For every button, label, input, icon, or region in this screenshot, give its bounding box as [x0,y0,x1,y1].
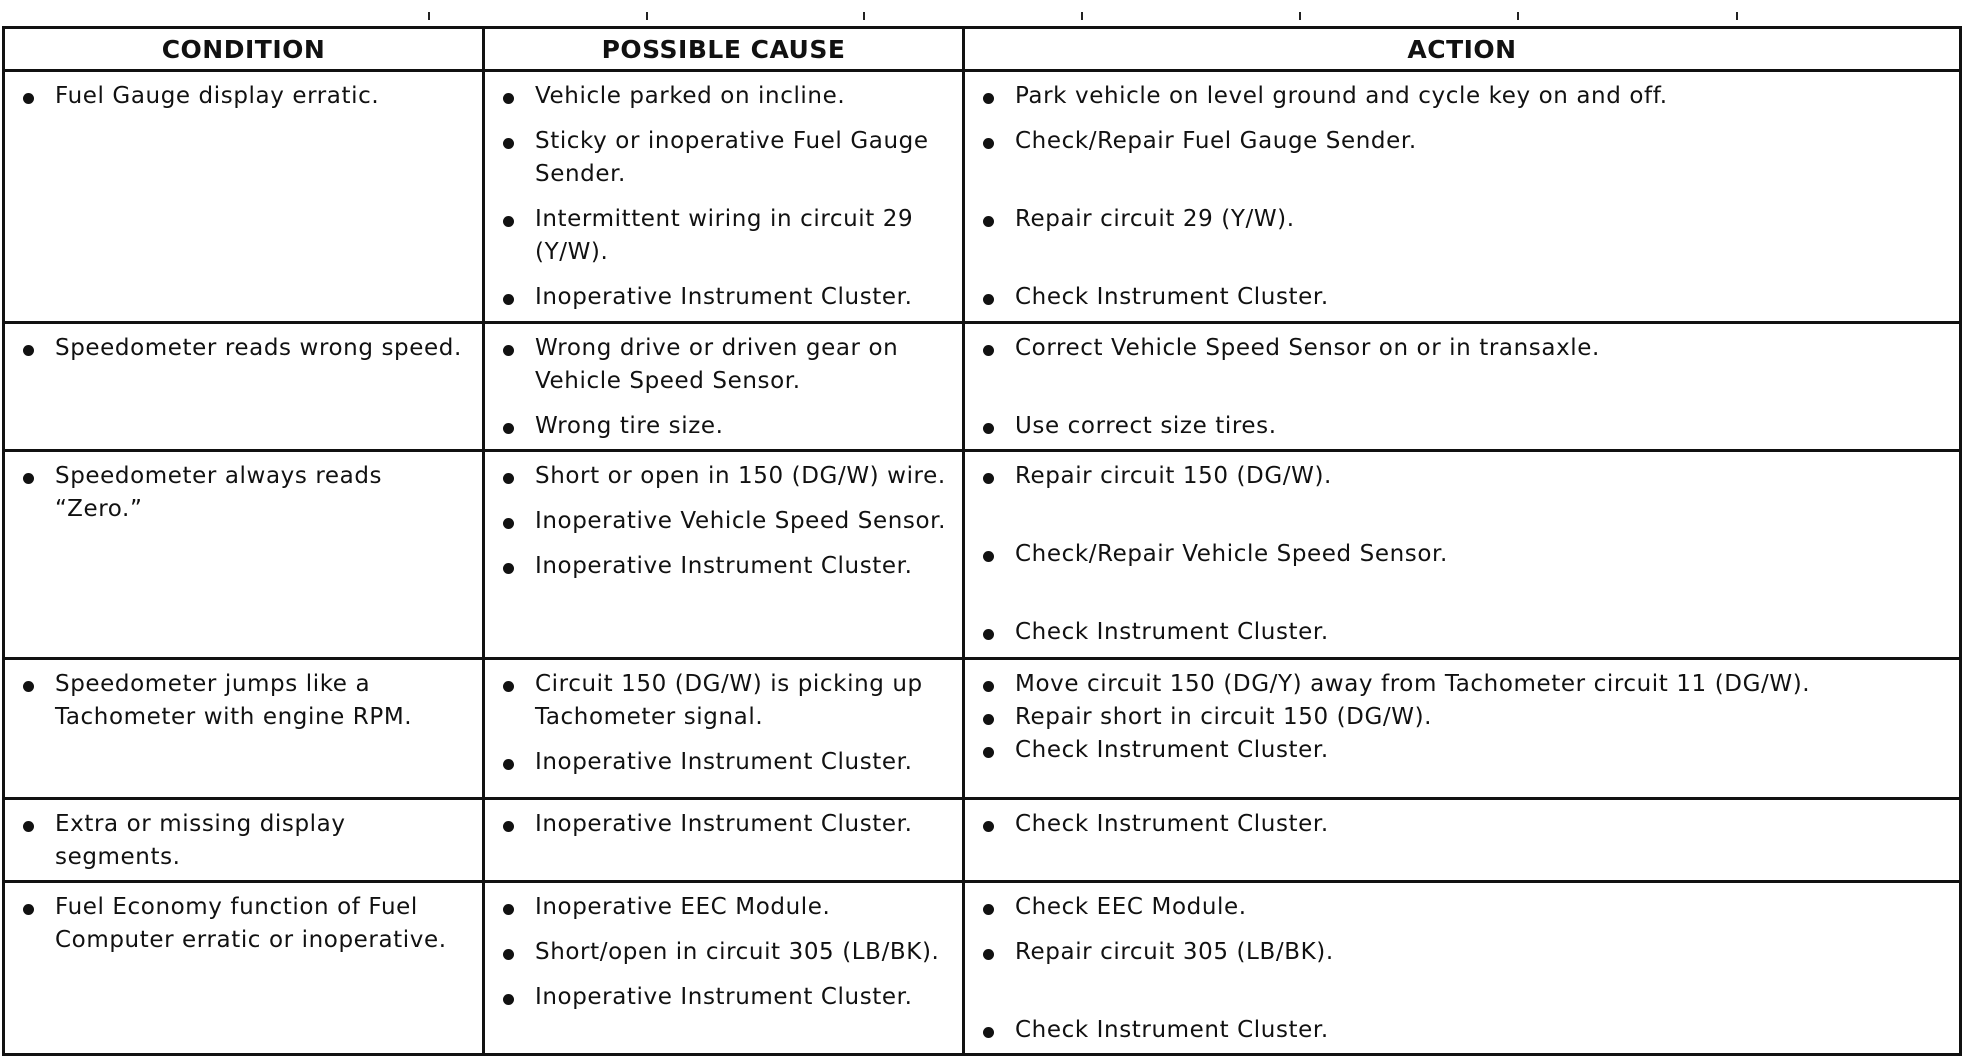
action-item: Check Instrument Cluster. [975,281,1953,314]
cause-item: Inoperative Instrument Cluster. [495,746,956,779]
action-item: Check EEC Module. [975,891,1953,924]
cause-item: Short/open in circuit 305 (LB/BK). [495,936,956,969]
action-item: Check Instrument Cluster. [975,1014,1953,1047]
cause-cell [484,799,964,882]
table-row [4,71,1961,323]
top-tick-marks [0,0,1966,22]
action-item: Repair short in circuit 150 (DG/W). [975,701,1953,734]
cause-item: Wrong tire size. [495,410,956,443]
action-item: Correct Vehicle Speed Sensor on or in transaxle. [975,332,1953,365]
action-cell [964,882,1961,1055]
action-item: Check Instrument Cluster. [975,616,1953,649]
tick-mark [428,12,430,20]
cause-cell [484,882,964,1055]
action-item: Repair circuit 29 (Y/W). [975,203,1953,236]
cause-item: Inoperative EEC Module. [495,891,956,924]
condition-cell [4,323,484,451]
action-cell [964,799,1961,882]
condition-cell [4,882,484,1055]
cause-item: Short or open in 150 (DG/W) wire. [495,460,956,493]
condition-text: Fuel Economy function of Fuel Computer erratic or inoperative. [15,891,476,957]
tick-mark [1517,12,1519,20]
cause-item: Sticky or inoperative Fuel Gauge Sender. [495,125,956,191]
cause-item: Circuit 150 (DG/W) is picking up Tachometer signal. [495,668,956,734]
cause-item: Inoperative Instrument Cluster. [495,981,956,1014]
cause-item: Inoperative Instrument Cluster. [495,808,956,841]
action-cell [964,71,1961,323]
header-action: ACTION [964,28,1961,71]
action-item: Use correct size tires. [975,410,1953,443]
condition-cell [4,71,484,323]
tick-mark [1299,12,1301,20]
condition-cell [4,799,484,882]
action-item: Repair circuit 305 (LB/BK). [975,936,1953,969]
condition-text: Speedometer always reads “Zero.” [15,460,476,526]
action-item: Move circuit 150 (DG/Y) away from Tachometer circuit 11 (DG/W). [975,668,1953,701]
header-possible-cause: POSSIBLE CAUSE [484,28,964,71]
header-row [4,28,1961,71]
table-row [4,323,1961,451]
action-cell [964,323,1961,451]
condition-text: Speedometer reads wrong speed. [15,332,476,365]
condition-text: Fuel Gauge display erratic. [15,80,476,113]
header-condition: CONDITION [4,28,484,71]
action-cell [964,451,1961,659]
action-cell [964,659,1961,799]
table-row [4,451,1961,659]
condition-text: Extra or missing display segments. [15,808,476,874]
cause-cell [484,659,964,799]
cause-item: Inoperative Vehicle Speed Sensor. [495,505,956,538]
cause-item: Inoperative Instrument Cluster. [495,550,956,583]
cause-item: Wrong drive or driven gear on Vehicle Speed Sensor. [495,332,956,398]
condition-cell [4,659,484,799]
action-item: Check Instrument Cluster. [975,808,1953,841]
action-item: Repair circuit 150 (DG/W). [975,460,1953,493]
cause-cell [484,451,964,659]
tick-mark [1736,12,1738,20]
tick-mark [1081,12,1083,20]
cause-cell [484,323,964,451]
action-item: Check/Repair Fuel Gauge Sender. [975,125,1953,158]
condition-text: Speedometer jumps like a Tachometer with engine RPM. [15,668,476,734]
tick-mark [863,12,865,20]
table-row [4,882,1961,1055]
action-item: Park vehicle on level ground and cycle key on and off. [975,80,1953,113]
cause-item: Vehicle parked on incline. [495,80,956,113]
diagnosis-table [2,26,1962,1056]
cause-cell [484,71,964,323]
table-row [4,659,1961,799]
action-item: Check/Repair Vehicle Speed Sensor. [975,538,1953,571]
condition-cell [4,451,484,659]
cause-item: Inoperative Instrument Cluster. [495,281,956,314]
cause-item: Intermittent wiring in circuit 29 (Y/W). [495,203,956,269]
table-row [4,799,1961,882]
tick-mark [646,12,648,20]
action-item: Check Instrument Cluster. [975,734,1953,767]
